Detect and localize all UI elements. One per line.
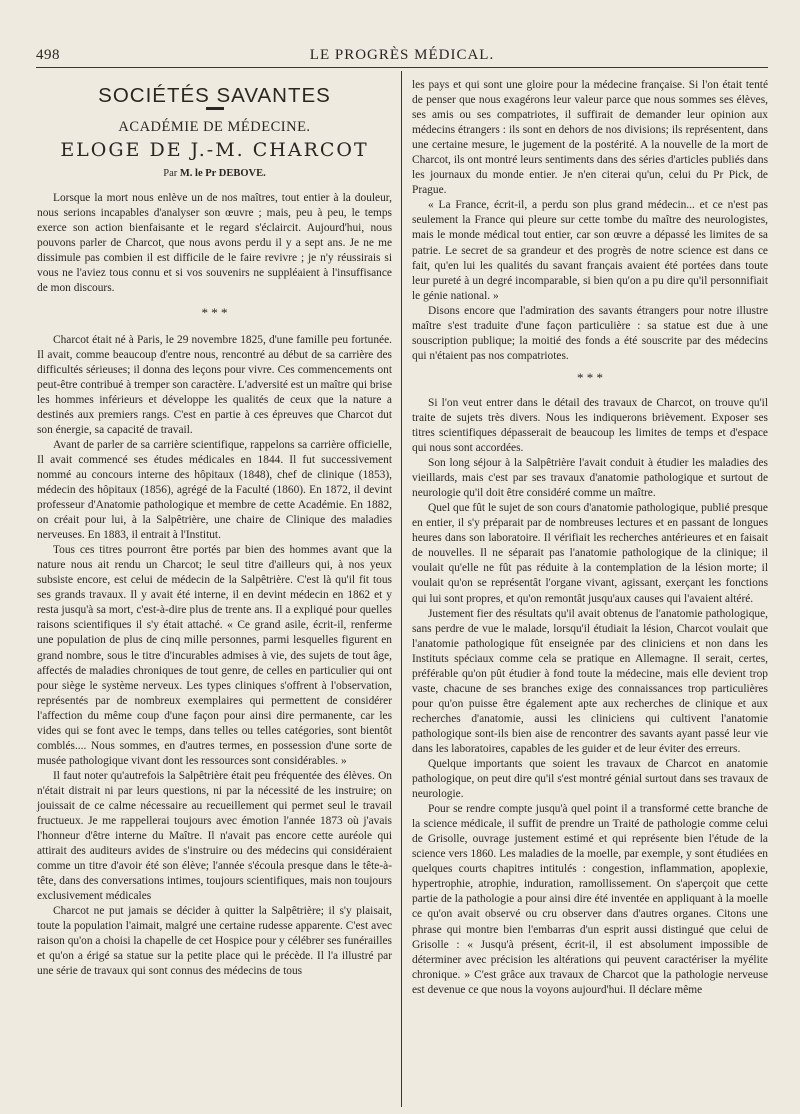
author-name: M. le Pr DEBOVE. — [179, 168, 266, 180]
title-dash — [206, 107, 224, 110]
article-title: ELOGE DE J.-M. CHARCOT — [60, 139, 369, 162]
paragraph: Si l'on veut entrer dans le détail des travaux de Charcot, on trouve qu'il traite de sujets très divers. Nous les indiquerons brièvement. Exposer ses titres scientifiques dépasserait de beaucoup les limites de temps et d'espace qui nous sont accordées. — [412, 396, 768, 455]
section-stars: * * * — [577, 369, 603, 385]
academy-heading: ACADÉMIE DE MÉDECINE. — [118, 119, 311, 136]
header-rule — [36, 67, 768, 68]
page-number: 498 — [36, 47, 60, 63]
author-prefix: Par — [163, 168, 178, 180]
journal-title: LE PROGRÈS MÉDICAL. — [309, 47, 495, 63]
right-column — [412, 78, 768, 998]
running-header — [36, 44, 768, 66]
left-column — [37, 76, 392, 980]
paragraph: « La France, écrit-il, a perdu son plus grand médecin... et ce n'est pas seulement la France qui pleure sur cette tombe du maître des neurologistes, mais le monde médical tout entier, car son œuvre a dépassé les limites de sa patrie. Le secret de sa grandeur et des progrès de notre science est dans ce fait, qu'en lui les qualités du savant français avaient été portées dans toute leur pureté à un degré incomparable, si bien qu'on a pu dire qu'il personnifiait le génie national. » — [412, 199, 768, 302]
column-divider — [401, 71, 402, 1107]
paragraph: Charcot ne put jamais se décider à quitter la Salpêtrière; il s'y plaisait, toute la population l'aimait, malgré une certaine rudesse apparente. C'est avec raison qu'on a choisi la chapelle de cet Hospice pour y célébrer ses funérailles et qu'on a érigé sa statue sur la petite place qui le précède. Il l'a illustré par une série de travaux qui sont connus des médecins de tous — [37, 905, 392, 978]
author-line — [37, 166, 392, 181]
paragraph: Quelque importants que soient les travaux de Charcot en anatomie pathologique, on peut dire qu'il s'est montré génial surtout dans ses travaux de neurologie. — [412, 758, 768, 801]
section-title: SOCIÉTÉS SAVANTES — [98, 84, 331, 107]
paragraph: Lorsque la mort nous enlève un de nos maîtres, tout entier à la douleur, nous serions incapables d'analyser son œuvre ; mais, peu à peu, le temps exerce son action bienfaisante et le regard s'éclaircit. Aujourd'hui, nous pouvons parler de Charcot, que nous avons perdu il y a sept ans. Je ne me dissimule pas combien il est difficile de le faire revivre ; je n'y réussirais si vous ne l'aviez tous connu et si vos souvenirs ne suppléaient à l'insuffisance de mon discours. — [37, 192, 392, 295]
paragraph: Justement fier des résultats qu'il avait obtenus de l'anatomie pathologique, sans perdre de vue le malade, lorsqu'il étudiait la lésion, Charcot voulait que l'anatomie pathologique fût enseignée par des cliniciens et non dans les Instituts spéciaux comme cela se pratique en Allemagne. Il serait, certes, préférable qu'on pût étudier à fond toute la médecine, mais elle devient trop vaste, chacune de ses branches exige des connaissances trop particulières pour qu'on puisse être également apte aux recherches de clinique et aux recherches d'anatomie, aussi les cliniciens qui cultivent l'anatomie pathologique sont-ils bien aise de rencontrer des savants ayant passé leur vie dans les laboratoires, capables de les guider et de leur éviter des erreurs. — [412, 607, 768, 755]
paragraph: Tous ces titres pourront être portés par bien des hommes avant que la nature nous ait rendu un Charcot; le seul titre d'ailleurs qui, à nos yeux subsiste encore, est celui de médecin de la Salpêtrière. C'est là qu'il fit tous ses grands travaux. Il y avait été interne, il en devint médecin en 1862 et y resta jusqu'à sa mort, c'est-à-dire plus de trente ans. Il a expliqué pour quelles raisons scientifiques il s'y était attaché. « Ce grand asile, écrit-il, renferme une population de plus de cinq mille personnes, parmi lesquelles figurent en grand nombre, sous le titre d'incurables admises à vie, des sujets de tout âge, affectés de maladies chroniques de tout genre, de celles en particulier qui ont pour siège le système nerveux. Les types cliniques s'offrent à l'observation, représentés par de nombreux exemplaires qui permettent de considérer l'affection du même coup d'une façon pour ainsi dire permanente, car les vides qui se font avec le temps, dans telles ou telles catégories, sont bientôt comblés.... Nous sommes, en d'autres termes, en possession d'une sorte de musée pathologique vivant dont les ressources sont considérables. » — [37, 544, 392, 767]
paragraph: les pays et qui sont une gloire pour la médecine française. Si l'on était tenté de penser que nous exagérons leur valeur parce que nous sommes ses élèves, ses amis ou ses compatriotes, il suffirait de demander leur opinion aux médecins étrangers : ils sont en dehors de nos divisions; ils représentent, dans une certaine mesure, le jugement de la postérité. A la nouvelle de la mort de Charcot, ils ont montré leurs sentiments dans des séries d'articles publiés dans les journaux du monde entier. Je n'en citerai qu'un, celui du Pr Pick, de Prague. — [412, 79, 768, 197]
paragraph: Il faut noter qu'autrefois la Salpêtrière était peu fréquentée des élèves. On n'était distrait ni par leurs questions, ni par la nécessité de les instruire; on jouissait de ce calme nécessaire au recueillement qui permet seul le travail fructueux. Je me rappellerai toujours avec émotion l'année 1873 où j'avais l'honneur d'être interne du Maître. Il n'avait pas encore cette auréole qui attirait des auditeurs avides de s'instruire ou des médecins qui considéraient comme un titre d'avoir été son élève; l'année s'écoula presque dans le tête-à-tête, dans des conversations intimes, toujours scientifiques, mais non toujours exclusivement médicales — [37, 769, 392, 903]
paragraph: Pour se rendre compte jusqu'à quel point il a transformé cette branche de la science médicale, il suffit de prendre un Traité de pathologie comme celui de Grisolle, ouvrage justement estimé et qui représente bien l'étude de la science vers 1860. Les maladies de la moelle, par exemple, y sont étudiées en quelques courts chapitres intitulés : congestion, inflammation, apoplexie, hypertrophie, atrophie, induration, ramollissement. On s'aperçoit que cette partie de la pathologie a pour ainsi dire été inventée en appliquant à la moelle ce qu'on avait observé ou cru observer dans d'autres organes. Citons une phrase qui montre bien l'embarras d'un esprit aussi distingué que celui de Grisolle : « Jusqu'à présent, écrit-il, il est absolument impossible de déterminer avec précision les altérations qui peuvent caractériser la myélite chronique. » C'est grâce aux travaux de Charcot que la pathologie nerveuse est devenue ce que nous la voyons aujourd'hui. Il déclare même — [412, 803, 768, 996]
section-stars: * * * — [201, 304, 228, 320]
paragraph: Charcot était né à Paris, le 29 novembre 1825, d'une famille peu fortunée. Il avait, comme beaucoup d'entre nous, rencontré au début de sa carrière des difficultés sérieuses; il donna des leçons pour vivre. Ces commencements ont peut-être contribué à tremper son caractère. L'adversité est un maître qui brise les hommes inférieurs et développe les qualités de ceux que la nature a destinés aux premiers rangs. C'est en partie à ces épreuves que Charcot dut son énergie, sa capacité de travail. — [37, 333, 393, 436]
paragraph: Disons encore que l'admiration des savants étrangers pour notre illustre maître s'est traduite d'une façon particulière : sa statue est due à une souscription publique; la moitié des fonds a été souscrite par des médecins qui n'étaient pas nos compatriotes. — [412, 304, 768, 362]
paragraph: Avant de parler de sa carrière scientifique, rappelons sa carrière officielle, Il avait commencé ses études médicales en 1844. Il fut successivement nommé au concours interne des hôpitaux (1848), chef de clinique (1853), médecin des hôpitaux (1856), agrégé de la Faculté (1860). En 1872, il devint professeur d'Anatomie pathologique et membre de cette Académie. En 1882, on créait pour lui, à la Salpêtrière, une chaire de Clinique des maladies nerveuses. En 1883, il entrait à l'Institut. — [37, 438, 392, 542]
paragraph: Quel que fût le sujet de son cours d'anatomie pathologique, publié presque en entier, il s'y préparait par de nombreuses lectures et en passant de longues heures dans son laboratoire. Il vérifiait les recherches antérieures et en faisait de nouvelles. Il ne séparait pas l'anatomie pathologique de la clinique; il voulait qu'elle ne fût pas réduite à la contemplation de la lésion morte; il voulait qu'on se représentât l'organe vivant, agissant, exerçant les fonctions qui lui sont propres, et qu'on remontât jusqu'aux causes qui l'avaient altéré. — [412, 502, 768, 605]
paragraph: Son long séjour à la Salpêtrière l'avait conduit à étudier les maladies des vieillards, mais c'est par ses travaux d'anatomie pathologique et surtout de neurologie qu'il doit être considéré comme un maître. — [412, 457, 768, 500]
